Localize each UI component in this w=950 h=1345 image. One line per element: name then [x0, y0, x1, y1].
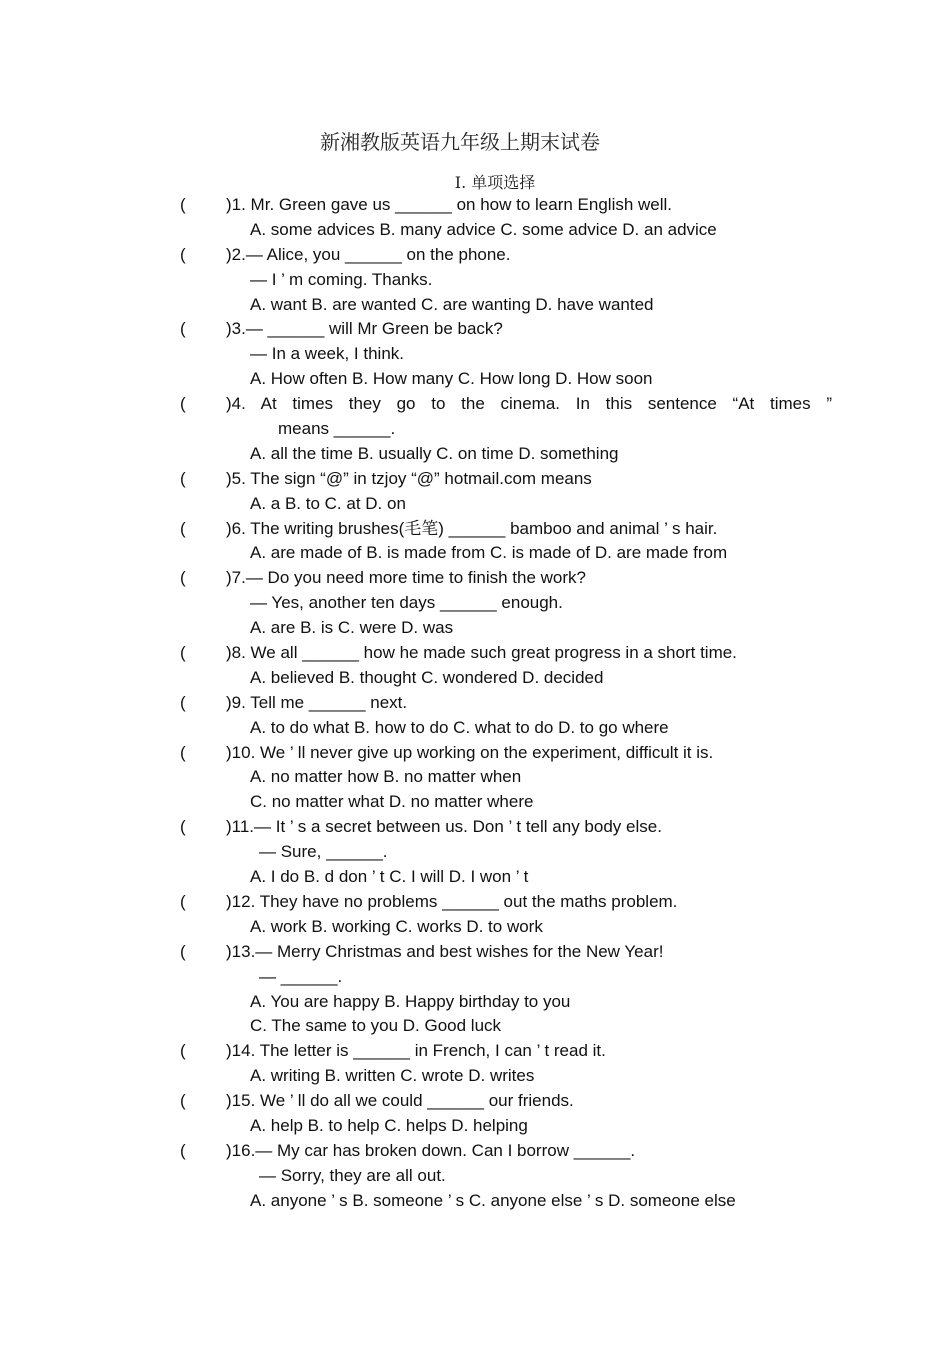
question-line: [180, 193, 870, 218]
option-line: A. work B. working C. works D. to work: [250, 916, 543, 936]
option-line: A. help B. to help C. helps D. helping: [250, 1115, 528, 1135]
answer-paren: (: [180, 518, 186, 538]
question-line: [180, 243, 870, 268]
question-text: )6. The writing brushes(毛笔) ______ bamboo and animal ’ s hair.: [226, 518, 718, 538]
question-text: )2.— Alice, you ______ on the phone.: [226, 244, 511, 264]
question-text: )3.— ______ will Mr Green be back?: [226, 319, 503, 339]
question-text: )16.— My car has broken down. Can I borrow ______.: [226, 1140, 636, 1160]
answer-paren: (: [180, 817, 186, 837]
question-text: )13.— Merry Christmas and best wishes for the New Year!: [226, 941, 664, 961]
question-text: )7.— Do you need more time to finish the work?: [226, 568, 586, 588]
option-line: A. anyone ’ s B. someone ’ s C. anyone else ’ s D. someone else: [250, 1190, 736, 1210]
option-line: A. writing B. written C. wrote D. writes: [250, 1066, 535, 1086]
question-line: [180, 317, 870, 342]
question-line: [180, 1039, 870, 1064]
option-line: — I ’ m coming. Thanks.: [250, 269, 433, 289]
question-line: [180, 467, 870, 492]
question-line: [180, 1089, 870, 1114]
answer-paren: (: [180, 244, 186, 264]
question-line: [180, 566, 870, 591]
question-text: )12. They have no problems ______ out the maths problem.: [226, 891, 678, 911]
answer-paren: (: [180, 742, 186, 762]
question-text: )8. We all ______ how he made such great progress in a short time.: [226, 643, 737, 663]
option-line: A. are made of B. is made from C. is made of D. are made from: [250, 543, 728, 563]
question-text: )4. At times they go to the cinema. In this sentence “At times ”: [226, 394, 832, 414]
question-line: [180, 890, 870, 915]
option-line: A. You are happy B. Happy birthday to you: [250, 991, 571, 1011]
answer-paren: (: [180, 891, 186, 911]
answer-paren: (: [180, 1140, 186, 1160]
answer-line: — Sorry, they are all out.: [259, 1165, 446, 1185]
answer-paren: (: [180, 568, 186, 588]
answer-paren: (: [180, 394, 186, 414]
answer-paren: (: [180, 195, 186, 214]
question-line: [180, 517, 870, 542]
option-line: A. to do what B. how to do C. what to do D. to go where: [250, 717, 669, 737]
question-text: )5. The sign “@” in tzjoy “@” hotmail.com means: [226, 468, 592, 488]
option-line: A. believed B. thought C. wondered D. decided: [250, 667, 604, 687]
question-line: [180, 392, 870, 417]
question-line: [180, 940, 870, 965]
option-line: A. all the time B. usually C. on time D. something: [250, 443, 619, 463]
option-line: — In a week, I think.: [250, 344, 405, 364]
option-line: A. a B. to C. at D. on: [250, 493, 406, 513]
option-line: C. no matter what D. no matter where: [250, 792, 534, 812]
question-list: [180, 193, 870, 1214]
option-line: A. I do B. d don ’ t C. I will D. I won ’ t: [250, 867, 529, 887]
question-text: )10. We ’ ll never give up working on the experiment, difficult it is.: [226, 742, 714, 762]
question-text: )11.— It ’ s a secret between us. Don ’ t tell any body else.: [226, 817, 662, 837]
answer-line: — ______.: [259, 966, 343, 986]
option-line: — Yes, another ten days ______ enough.: [250, 593, 563, 613]
answer-line: — Sure, ______.: [259, 842, 388, 862]
answer-paren: (: [180, 319, 186, 339]
answer-line: means ______.: [278, 419, 396, 439]
question-text: )14. The letter is ______ in French, I can ’ t read it.: [226, 1041, 606, 1061]
question-line: [180, 1139, 870, 1164]
answer-paren: (: [180, 692, 186, 712]
answer-paren: (: [180, 1041, 186, 1061]
question-text: )1. Mr. Green gave us ______ on how to learn English well.: [226, 195, 673, 214]
question-line: [180, 691, 870, 716]
page-title: 新湘教版英语九年级上期末试卷: [320, 130, 600, 154]
answer-paren: (: [180, 941, 186, 961]
question-text: )15. We ’ ll do all we could ______ our friends.: [226, 1091, 574, 1111]
question-text: )9. Tell me ______ next.: [226, 692, 408, 712]
question-line: [180, 741, 870, 766]
answer-paren: (: [180, 643, 186, 663]
answer-paren: (: [180, 468, 186, 488]
option-line: A. no matter how B. no matter when: [250, 767, 522, 787]
option-line: A. some advices B. many advice C. some advice D. an advice: [250, 219, 717, 239]
option-line: A. are B. is C. were D. was: [250, 618, 454, 638]
option-line: A. want B. are wanted C. are wanting D. have wanted: [250, 294, 654, 314]
option-line: A. How often B. How many C. How long D. How soon: [250, 369, 653, 389]
answer-paren: (: [180, 1091, 186, 1111]
question-line: [180, 815, 870, 840]
question-line: [180, 641, 870, 666]
section-heading: Ⅰ. 单项选择: [454, 173, 536, 192]
option-line: C. The same to you D. Good luck: [250, 1016, 502, 1036]
